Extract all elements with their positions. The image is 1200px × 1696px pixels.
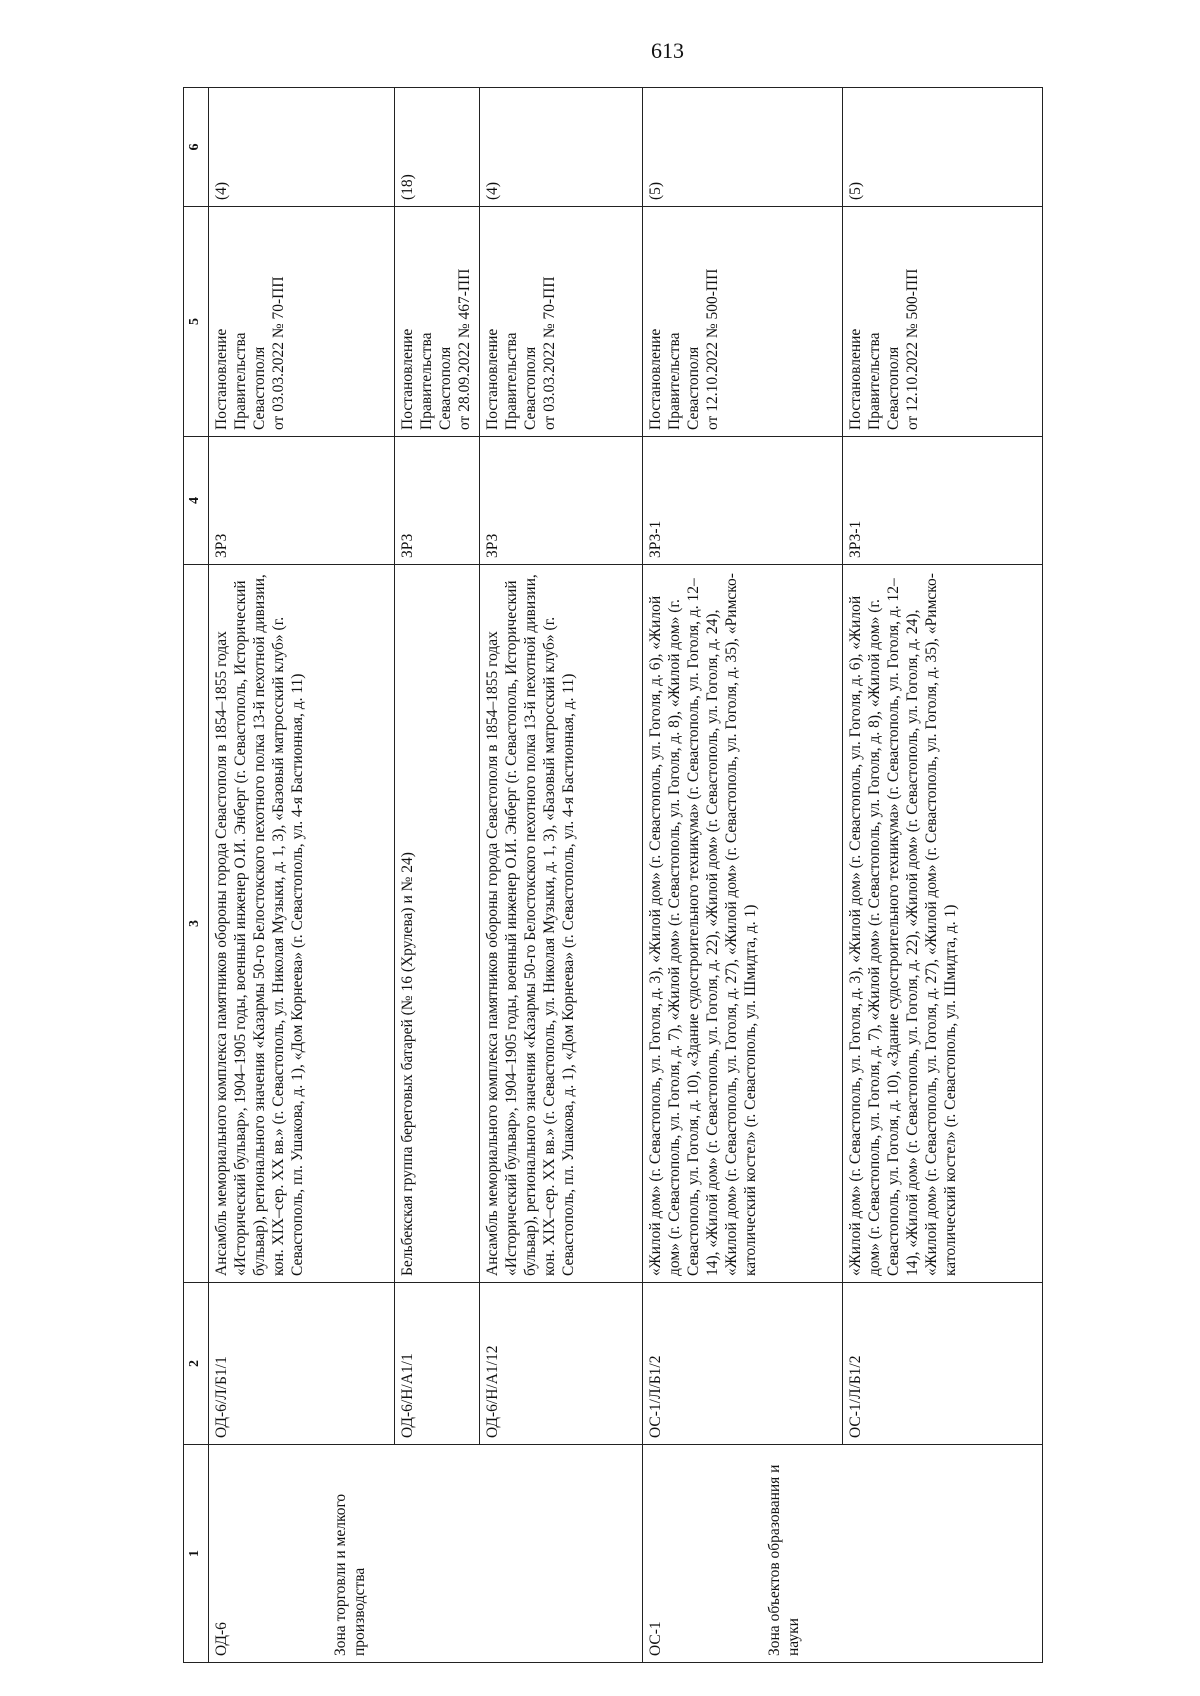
subzone-code: ОС-1/Л/Б1/2 bbox=[843, 1283, 1043, 1445]
zone-cell-continued bbox=[395, 1445, 480, 1663]
document-cell bbox=[843, 207, 1043, 437]
document-cell bbox=[395, 207, 480, 437]
note: (4) bbox=[209, 88, 395, 207]
document-line: Постановление bbox=[399, 328, 416, 430]
zone-code: ОД-6 bbox=[213, 1622, 230, 1656]
document-line: Постановление bbox=[647, 328, 664, 430]
zone-name: Зона объектов образования и науки bbox=[765, 1464, 802, 1656]
document-line: от 03.03.2022 № 70-ПП bbox=[540, 276, 558, 430]
document-line: Севастополя bbox=[436, 346, 454, 430]
zone-name: Зона торговли и мелкого производства bbox=[331, 1493, 368, 1656]
zone-type: ЗРЗ bbox=[480, 437, 643, 565]
zone-type: ЗРЗ bbox=[209, 437, 395, 565]
document-line: Севастополя bbox=[684, 346, 702, 430]
zone-cell bbox=[209, 1445, 395, 1663]
document-line: Правительства bbox=[665, 332, 683, 430]
subzone-code: ОД-6/Н/А1/1 bbox=[395, 1283, 480, 1445]
document-line: от 03.03.2022 № 70-ПП bbox=[269, 276, 287, 430]
table-row bbox=[395, 88, 480, 1663]
zone-cell bbox=[643, 1445, 843, 1663]
header-col-1: 1 bbox=[184, 1445, 209, 1663]
zone-cell-continued bbox=[480, 1445, 643, 1663]
header-col-6: 6 bbox=[184, 88, 209, 207]
rotated-table-wrapper bbox=[183, 88, 959, 1663]
document-line: Севастополя bbox=[250, 346, 268, 430]
document-line: Постановление bbox=[847, 328, 864, 430]
document-line: Правительства bbox=[417, 332, 435, 430]
document-cell bbox=[480, 207, 643, 437]
heritage-objects: «Жилой дом» (г. Севастополь, ул. Гоголя, д. 3), «Жилой дом» (г. Севастополь, ул. Гоголя, д. 6), «Жилой дом» (г. Севастополь, ул. Гоголя, д. 7), «Жилой дом» (г. Севастополь, ул. Гоголя, д. 8), «Жилой дом» (г. Севастополь, ул. Гоголя, д. 10), «Здание судостроительного техникума» (г. Севастополь, ул. Гоголя, д. 12–14), «Жилой дом» (г. Севастополь, ул. Гоголя, д. 22), «Жилой дом» (г. Севастополь, ул. Гоголя, д. 24), «Жилой дом» (г. Севастополь, ул. Гоголя, д. 27), «Жилой дом» (г. Севастополь, ул. Гоголя, д. 35), «Римско-католический костел» (г. Севастополь, ул. Шмидта, д. 1) bbox=[643, 565, 843, 1283]
document-line: от 12.10.2022 № 500-ПП bbox=[703, 268, 721, 430]
subzone-code: ОД-6/Л/Б1/1 bbox=[209, 1283, 395, 1445]
document-line: от 12.10.2022 № 500-ПП bbox=[903, 268, 921, 430]
subzone-code: ОС-1/Л/Б1/2 bbox=[643, 1283, 843, 1445]
header-col-3: 3 bbox=[184, 565, 209, 1283]
header-col-2: 2 bbox=[184, 1283, 209, 1445]
table-row bbox=[643, 88, 843, 1663]
header-row bbox=[184, 88, 209, 1663]
zone-type: ЗРЗ-1 bbox=[643, 437, 843, 565]
document-line: Постановление bbox=[213, 328, 230, 430]
document-line: Севастополя bbox=[521, 346, 539, 430]
zone-type: ЗРЗ bbox=[395, 437, 480, 565]
document-cell bbox=[643, 207, 843, 437]
document-line: Правительства bbox=[231, 332, 249, 430]
document-line: Севастополя bbox=[884, 346, 902, 430]
document-cell bbox=[209, 207, 395, 437]
document-line: Постановление bbox=[484, 328, 501, 430]
note: (18) bbox=[395, 88, 480, 207]
heritage-objects: «Жилой дом» (г. Севастополь, ул. Гоголя, д. 3), «Жилой дом» (г. Севастополь, ул. Гоголя, д. 6), «Жилой дом» (г. Севастополь, ул. Гоголя, д. 7), «Жилой дом» (г. Севастополь, ул. Гоголя, д. 8), «Жилой дом» (г. Севастополь, ул. Гоголя, д. 10), «Здание судостроительного техникума» (г. Севастополь, ул. Гоголя, д. 12–14), «Жилой дом» (г. Севастополь, ул. Гоголя, д. 22), «Жилой дом» (г. Севастополь, ул. Гоголя, д. 24), «Жилой дом» (г. Севастополь, ул. Гоголя, д. 27), «Жилой дом» (г. Севастополь, ул. Гоголя, д. 35), «Римско-католический костел» (г. Севастополь, ул. Шмидта, д. 1) bbox=[843, 565, 1043, 1283]
header-col-4: 4 bbox=[184, 437, 209, 565]
table-row bbox=[480, 88, 643, 1663]
registry-table bbox=[183, 87, 1043, 1663]
document-line: Правительства bbox=[502, 332, 520, 430]
note: (5) bbox=[643, 88, 843, 207]
document-line: Правительства bbox=[865, 332, 883, 430]
table-row bbox=[209, 88, 395, 1663]
note: (4) bbox=[480, 88, 643, 207]
zone-code: ОС-1 bbox=[647, 1621, 664, 1656]
note: (5) bbox=[843, 88, 1043, 207]
document-line: от 28.09.2022 № 467-ПП bbox=[455, 268, 473, 430]
page-number: 613 bbox=[651, 38, 684, 63]
heritage-objects: Ансамбль мемориального комплекса памятников обороны города Севастополя в 1854–1855 годах «Исторический бульвар», 1904–1905 годы, военный инженер О.И. Энберг (г. Севастополь, Исторический бульвар), регионального значения «Казармы 50-го Белостокского пехотного полка 13-й пехотной дивизии, кон. XIX–сер. XX вв.» (г. Севастополь, ул. Николая Музыки, д. 1, 3), «Базовый матросский клуб» (г. Севастополь, пл. Ушакова, д. 1), «Дом Корнеева» (г. Севастополь, ул. 4-я Бастионная, д. 11) bbox=[480, 565, 643, 1283]
heritage-objects: Бельбекская группа береговых батарей (№ 16 (Хрулева) и № 24) bbox=[395, 565, 480, 1283]
table-row bbox=[843, 88, 1043, 1663]
header-col-5: 5 bbox=[184, 207, 209, 437]
heritage-objects: Ансамбль мемориального комплекса памятников обороны города Севастополя в 1854–1855 годах «Исторический бульвар», 1904–1905 годы, военный инженер О.И. Энберг (г. Севастополь, Исторический бульвар), регионального значения «Казармы 50-го Белостокского пехотного полка 13-й пехотной дивизии, кон. XIX–сер. XX вв.» (г. Севастополь, ул. Николая Музыки, д. 1, 3), «Базовый матросский клуб» (г. Севастополь, пл. Ушакова, д. 1), «Дом Корнеева» (г. Севастополь, ул. 4-я Бастионная, д. 11) bbox=[209, 565, 395, 1283]
subzone-code: ОД-6/Н/А1/12 bbox=[480, 1283, 643, 1445]
zone-cell-continued bbox=[843, 1445, 1043, 1663]
zone-type: ЗРЗ-1 bbox=[843, 437, 1043, 565]
